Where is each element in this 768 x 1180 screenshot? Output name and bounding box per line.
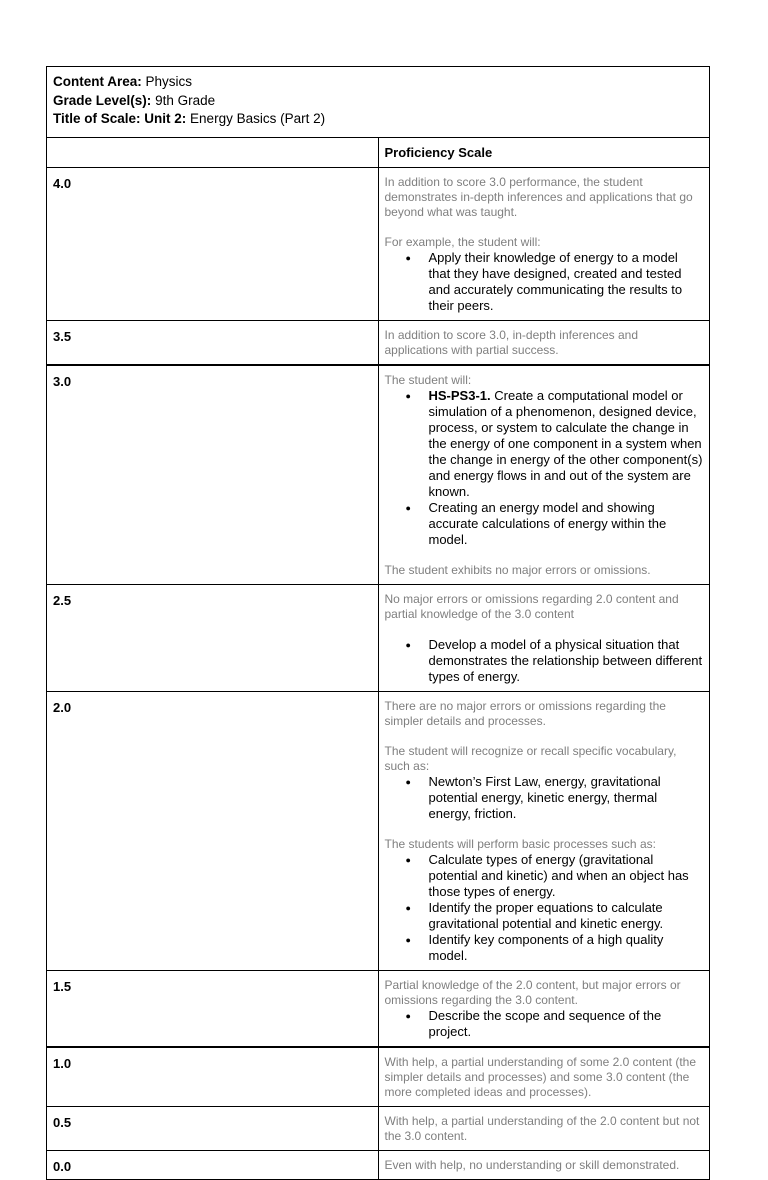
table-title: Proficiency Scale [378,137,710,167]
score-0-5: 0.5 [47,1106,379,1150]
table-row [47,365,710,585]
description-4-0 [378,167,710,320]
row-intro-text: In addition to score 3.0 performance, the student demonstrates in-depth inferences and applications that go beyond what was taught. [384,174,693,219]
table-row [47,970,710,1047]
standard-text: Create a computational model or simulation of a phenomenon, designed device, process, or system to calculate the change in the energy of one component in a system when the change in energy of the other component(s) and energy flows in and out of the system are known. [428,387,703,499]
table-row [47,1150,710,1179]
list-item: ● Newton’s First Law, energy, gravitational potential energy, kinetic energy, thermal energy, friction. [429,774,704,822]
grade-level-value: 9th Grade [155,92,216,108]
score-1-5: 1.5 [47,970,379,1047]
score-1-0: 1.0 [47,1047,379,1107]
content-area-value: Physics [145,74,193,89]
score-3-5: 3.5 [47,320,379,365]
list-item: ● Develop a model of a physical situation that demonstrates the relationship between different types of energy. [429,637,704,685]
description-1-5 [378,970,710,1047]
row-example-text: For example, the student will: [384,234,541,249]
grade-level-line [53,92,703,111]
content-area-line [53,73,703,92]
score-4-0: 4.0 [47,167,379,320]
scale-title-label: Title of Scale: Unit 2: [53,111,187,126]
row-outro-text: The student exhibits no major errors or omissions. [384,562,651,577]
description-2-5 [378,584,710,691]
row-intro-text: No major errors or omissions regarding 2.0 content and partial knowledge of the 3.0 content [384,591,679,621]
table-row [47,320,710,365]
row-intro-text: The student will: [384,372,472,387]
description-3-5 [378,320,710,365]
bullet-list [385,637,704,685]
score-0-0: 0.0 [47,1150,379,1179]
table-row [47,167,710,320]
vocabulary-intro-text: The student will recognize or recall specific vocabulary, such as: [384,743,677,773]
header-cell [47,67,710,138]
table-row [47,1106,710,1150]
row-intro-text: Even with help, no understanding or skill demonstrated. [384,1157,680,1172]
bullet-list [385,250,704,314]
list-item [429,388,704,500]
table-row [47,584,710,691]
proficiency-scale-document [46,66,710,1180]
description-2-0 [378,691,710,970]
row-intro-text: Partial knowledge of the 2.0 content, but major errors or omissions regarding the 3.0 content. [384,977,681,1007]
bullet-list [385,388,704,548]
row-intro-text: With help, a partial understanding of some 2.0 content (the simpler details and processes) and some 3.0 content (the more completed ideas and processes). [384,1054,697,1099]
grade-level-label: Grade Level(s): [53,92,152,108]
list-item: ● Identify key components of a high quality model. [429,932,704,964]
description-3-0 [378,365,710,585]
process-intro-text: The students will perform basic processes such as: [384,836,656,851]
title-score-cell [47,137,379,167]
list-item: ● Apply their knowledge of energy to a model that they have designed, created and tested and accurately communicating the results to their peers. [429,250,704,314]
row-intro-text: With help, a partial understanding of the 2.0 content but not the 3.0 content. [384,1113,700,1143]
title-row [47,137,710,167]
header-row [47,67,710,138]
description-0-5 [378,1106,710,1150]
list-item: ● Identify the proper equations to calculate gravitational potential and kinetic energy. [429,900,704,932]
score-2-0: 2.0 [47,691,379,970]
content-area-label: Content Area: [53,74,142,89]
list-item: ● Calculate types of energy (gravitational potential and kinetic) and when an object has those types of energy. [429,852,704,900]
score-3-0: 3.0 [47,365,379,585]
score-2-5: 2.5 [47,584,379,691]
table-row [47,691,710,970]
table-row [47,1047,710,1107]
row-intro-text: In addition to score 3.0, in-depth inferences and applications with partial success. [384,327,638,357]
scale-title-line [53,110,703,129]
bullet-list [385,774,704,822]
scale-title-value: Energy Basics (Part 2) [190,111,326,126]
description-0-0 [378,1150,710,1179]
list-item: ● Creating an energy model and showing accurate calculations of energy within the model. [429,500,704,548]
list-item: ● Describe the scope and sequence of the project. [429,1008,704,1040]
bullet-list [385,852,704,964]
proficiency-scale-table [46,66,710,1180]
standard-code: HS-PS3-1. [428,387,491,403]
description-1-0 [378,1047,710,1107]
row-intro-text: There are no major errors or omissions regarding the simpler details and processes. [384,698,666,728]
